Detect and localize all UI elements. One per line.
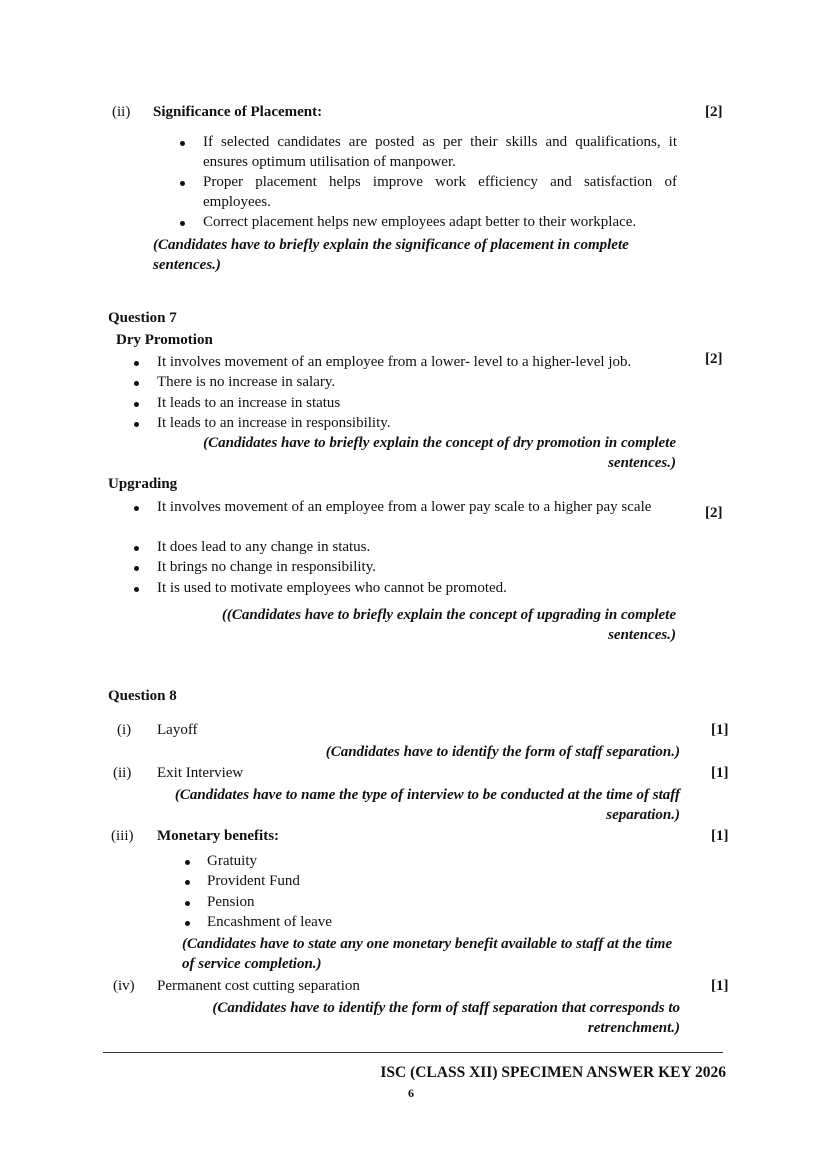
bullet-text: It does lead to any change in status. (157, 539, 371, 555)
footer-divider (103, 1052, 723, 1053)
item-number: (iii) (111, 828, 134, 844)
bullet-text: It leads to an increase in status (157, 395, 341, 411)
bullet-icon (185, 860, 190, 865)
bullet-icon (134, 546, 139, 551)
examiner-note: (Candidates have to identify the form of staff separation that corresponds to retrenchment.) (212, 1000, 680, 1036)
footer-title: ISC (CLASS XII) SPECIMEN ANSWER KEY 2026 (380, 1064, 726, 1081)
bullet-icon (134, 402, 139, 407)
answer: Exit Interview (157, 765, 244, 781)
examiner-note: ((Candidates have to briefly explain the concept of upgrading in complete sentences.) (221, 607, 676, 643)
bullet-icon (180, 181, 185, 186)
examiner-note: (Candidates have to briefly explain the significance of placement in complete sentences.) (153, 237, 629, 273)
item-number: (ii) (113, 765, 132, 781)
examiner-note: (Candidates have to identify the form of staff separation.) (325, 744, 680, 760)
section-title: Dry Promotion (116, 332, 213, 348)
bullet-icon (134, 381, 139, 386)
examiner-note: (Candidates have to state any one monetary benefit available to staff at the time of service completion.) (182, 936, 673, 972)
bullet-icon (134, 566, 139, 571)
answer: Monetary benefits: (157, 828, 280, 844)
bullet-text: Encashment of leave (207, 914, 332, 930)
marks: [1] (711, 765, 729, 781)
bullet-text: Gratuity (207, 853, 257, 869)
bullet-text: There is no increase in salary. (157, 374, 336, 390)
examiner-note: (Candidates have to briefly explain the concept of dry promotion in complete sentences.) (203, 435, 676, 471)
bullet-icon (185, 880, 190, 885)
item-number: (ii) (112, 104, 131, 120)
bullet-text: Pension (207, 894, 255, 910)
answer: Layoff (157, 722, 198, 738)
marks: [1] (711, 828, 729, 844)
bullet-text: It involves movement of an employee from a lower pay scale to a higher pay scale (157, 499, 652, 515)
bullet-text: Correct placement helps new employees adapt better to their workplace. (203, 214, 637, 230)
marks: [2] (705, 505, 723, 521)
answer: Permanent cost cutting separation (157, 978, 360, 994)
bullet-text: Provident Fund (207, 873, 300, 889)
item-number: (iv) (113, 978, 135, 994)
section-title: Significance of Placement: (153, 104, 323, 120)
examiner-note: (Candidates have to name the type of interview to be conducted at the time of staff separation.) (174, 787, 680, 823)
bullet-text: It leads to an increase in responsibility. (157, 415, 391, 431)
question-heading: Question 8 (108, 688, 177, 704)
bullet-icon (134, 506, 139, 511)
marks: [2] (705, 351, 723, 367)
item-number: (i) (117, 722, 132, 738)
question-heading: Question 7 (108, 310, 177, 326)
marks: [2] (705, 104, 723, 120)
bullet-icon (185, 901, 190, 906)
bullet-text: If selected candidates are posted as per their skills and qualifications, it ensures optimum utilisation of manpower. (203, 134, 677, 170)
bullet-icon (180, 141, 185, 146)
bullet-text: It brings no change in responsibility. (157, 559, 376, 575)
bullet-icon (185, 921, 190, 926)
section-title: Upgrading (108, 476, 178, 492)
bullet-text: Proper placement helps improve work efficiency and satisfaction of employees. (203, 174, 677, 210)
bullet-text: It involves movement of an employee from a lower- level to a higher-level job. (157, 354, 632, 370)
bullet-icon (134, 587, 139, 592)
marks: [1] (711, 978, 729, 994)
bullet-icon (134, 422, 139, 427)
bullet-icon (180, 221, 185, 226)
bullet-icon (134, 361, 139, 366)
page-number: 6 (408, 1086, 414, 1100)
marks: [1] (711, 722, 729, 738)
bullet-text: It is used to motivate employees who cannot be promoted. (157, 580, 507, 596)
